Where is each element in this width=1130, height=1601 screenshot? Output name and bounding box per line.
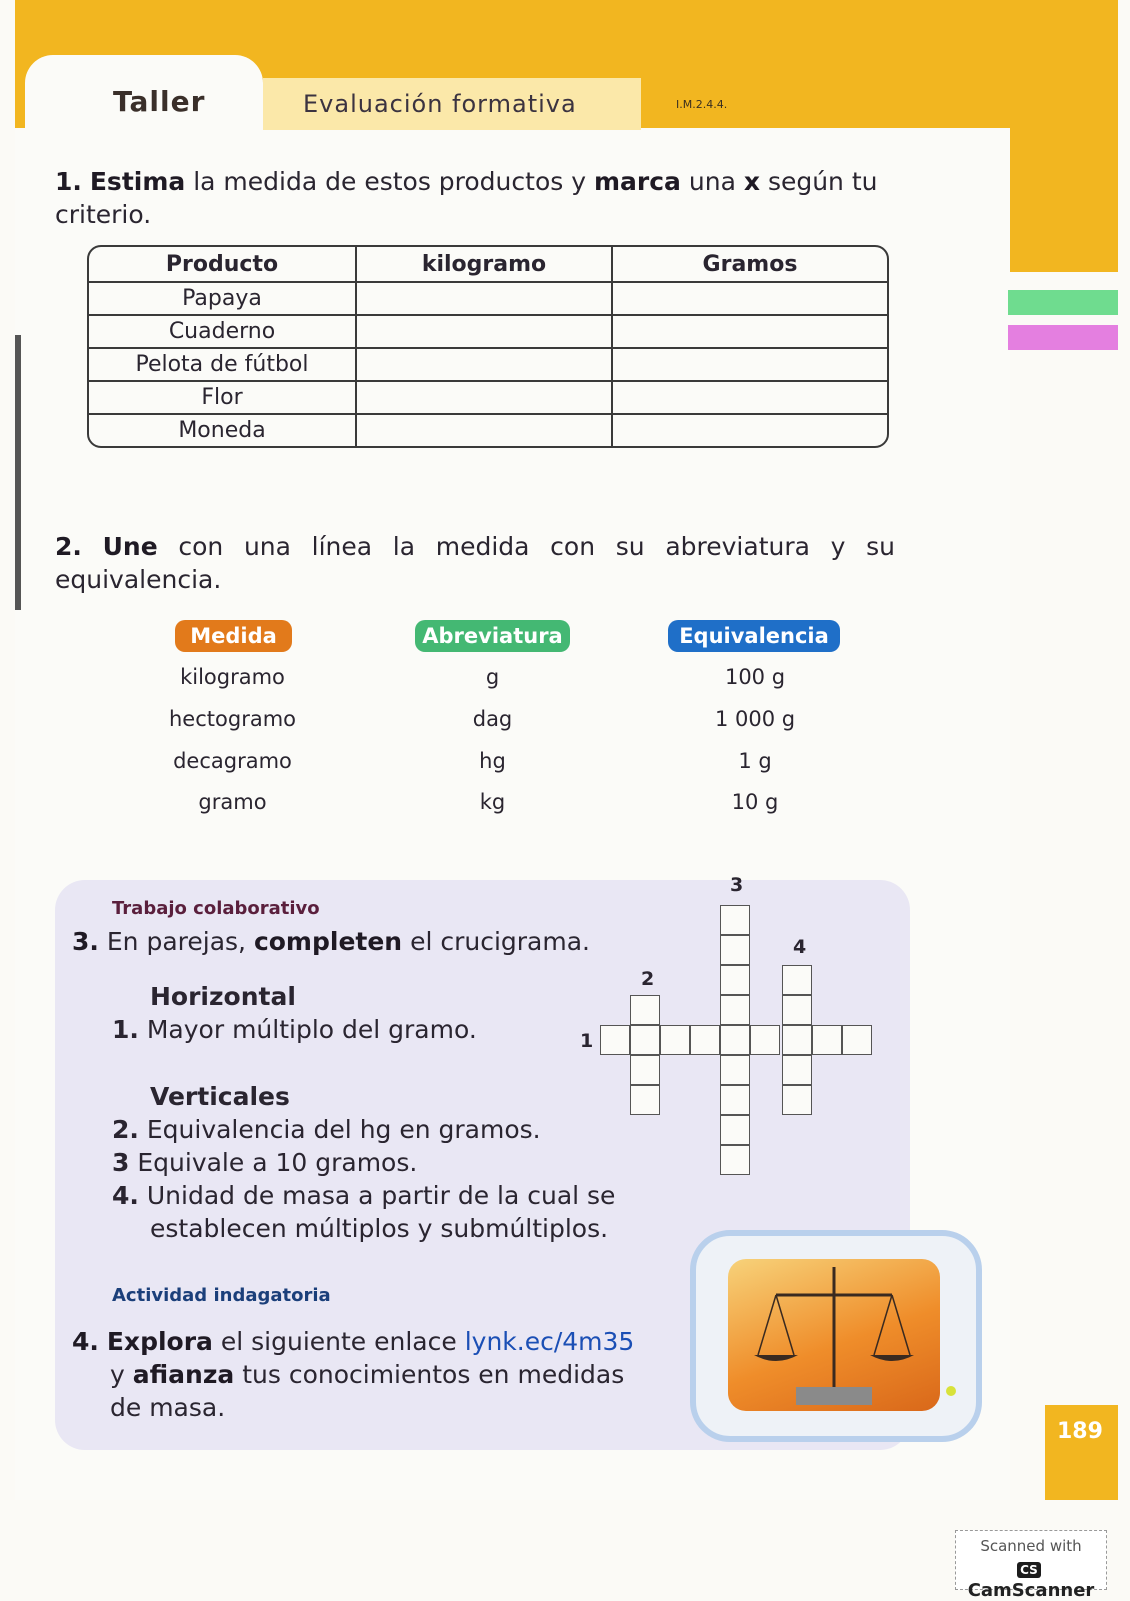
- crossword-number-3: 3: [730, 874, 744, 896]
- equivalencia-item[interactable]: 1 000 g: [714, 707, 796, 731]
- equivalencia-item[interactable]: 1 g: [738, 749, 772, 773]
- camscanner-logo: CS: [1017, 1562, 1041, 1578]
- crossword-number-2: 2: [641, 968, 655, 990]
- q3-number: 3.: [72, 927, 99, 956]
- crossword-cell[interactable]: [782, 1055, 812, 1085]
- cell-producto: Pelota de fútbol: [89, 349, 357, 382]
- cell-producto: Flor: [89, 382, 357, 415]
- page-number-box: [1045, 1405, 1118, 1500]
- cell-producto: Cuaderno: [89, 316, 357, 349]
- camscanner-watermark: [955, 1530, 1107, 1601]
- crossword-cell[interactable]: [720, 965, 750, 995]
- th-gramos: Gramos: [613, 247, 887, 283]
- abreviatura-item[interactable]: dag: [472, 707, 513, 731]
- cell-g-mark[interactable]: [613, 415, 887, 446]
- crossword-cell[interactable]: [720, 1085, 750, 1115]
- clue-v2-text: Equivalencia del hg en gramos.: [146, 1115, 541, 1144]
- clue-v3: [112, 1146, 417, 1179]
- q3-text-2: el crucigrama.: [410, 927, 590, 956]
- pink-tab-strip: [1008, 325, 1118, 350]
- question-2: [55, 530, 895, 596]
- crossword-number-4: 4: [793, 936, 807, 958]
- q3-text-1: En parejas,: [106, 927, 246, 956]
- abreviatura-item[interactable]: g: [485, 665, 500, 689]
- q1-text-3: según tu criterio.: [55, 167, 878, 229]
- medida-header: Medida: [175, 620, 292, 652]
- clue-v3-text: Equivale a 10 gramos.: [137, 1148, 418, 1177]
- table-row: [89, 349, 887, 382]
- clue-h1-text: Mayor múltiplo del gramo.: [146, 1015, 477, 1044]
- clue-h1-number: 1.: [112, 1015, 139, 1044]
- crossword-cell[interactable]: [720, 905, 750, 935]
- crossword-cell[interactable]: [630, 995, 660, 1025]
- q4-number: 4.: [72, 1327, 99, 1356]
- q1-number: 1.: [55, 167, 82, 196]
- crossword-cell[interactable]: [720, 935, 750, 965]
- cell-producto: Papaya: [89, 283, 357, 316]
- question-3: [72, 925, 590, 958]
- crossword-cell[interactable]: [782, 995, 812, 1025]
- tab-taller-label: Taller: [113, 85, 206, 118]
- equivalencia-header: Equivalencia: [668, 620, 840, 652]
- crossword-cell[interactable]: [720, 1145, 750, 1175]
- q1-text-2: una: [688, 167, 736, 196]
- q2-number: 2.: [55, 532, 82, 561]
- tab-taller: [25, 55, 263, 145]
- cell-kg-mark[interactable]: [357, 415, 613, 446]
- crossword-cell[interactable]: [782, 965, 812, 995]
- equivalencia-item[interactable]: 100 g: [724, 665, 786, 689]
- question-4: [72, 1325, 634, 1424]
- curriculum-code: I.M.2.4.4.: [676, 98, 728, 111]
- q1-bold-estima: Estima: [89, 167, 186, 196]
- page-number: 189: [1057, 1419, 1103, 1444]
- q4-line-3: de masa.: [110, 1393, 226, 1422]
- q2-text: con una línea la medida con su abreviatura y su equivalencia.: [55, 532, 895, 594]
- tablet-screen: [728, 1259, 940, 1411]
- clue-h1: [112, 1013, 477, 1046]
- table-header-row: [89, 247, 887, 283]
- q2-bold-une: Une: [102, 532, 158, 561]
- cell-kg-mark[interactable]: [357, 316, 613, 349]
- tab-evaluacion-label: Evaluación formativa: [303, 90, 577, 118]
- table-row: [89, 316, 887, 349]
- crossword-cell[interactable]: [690, 1025, 720, 1055]
- crossword-cell[interactable]: [630, 1085, 660, 1115]
- abreviatura-item[interactable]: hg: [479, 749, 506, 773]
- horizontal-title: Horizontal: [150, 982, 296, 1011]
- abreviatura-header: Abreviatura: [415, 620, 570, 652]
- cell-g-mark[interactable]: [613, 283, 887, 316]
- clue-v4: [112, 1179, 615, 1212]
- crossword-cell[interactable]: [720, 1115, 750, 1145]
- actividad-indagatoria-label: Actividad indagatoria: [112, 1285, 331, 1306]
- green-tab-strip: [1008, 290, 1118, 315]
- tab-evaluacion: [263, 78, 641, 130]
- cell-kg-mark[interactable]: [357, 283, 613, 316]
- crossword-cell[interactable]: [750, 1025, 780, 1055]
- side-band: [1010, 0, 1118, 272]
- abreviatura-item[interactable]: kg: [479, 790, 506, 814]
- crossword-cell[interactable]: [630, 1055, 660, 1085]
- estimation-table: [87, 245, 889, 448]
- clue-v4-line-2: establecen múltiplos y submúltiplos.: [150, 1214, 609, 1243]
- cell-kg-mark[interactable]: [357, 382, 613, 415]
- table-row: [89, 283, 887, 316]
- crossword-number-1: 1: [580, 1030, 594, 1052]
- camscanner-text: CamScanner: [967, 1580, 1095, 1601]
- medida-item[interactable]: decagramo: [173, 749, 292, 773]
- q4-text-2: y: [110, 1360, 125, 1389]
- q3-bold-completen: completen: [253, 927, 403, 956]
- cell-g-mark[interactable]: [613, 349, 887, 382]
- clue-v2-number: 2.: [112, 1115, 139, 1144]
- crossword-cell[interactable]: [720, 995, 750, 1025]
- clue-v3-number: 3: [112, 1148, 130, 1177]
- cell-producto: Moneda: [89, 415, 357, 446]
- scanned-with-text: Scanned with: [980, 1537, 1082, 1555]
- cell-g-mark[interactable]: [613, 382, 887, 415]
- crossword-cell[interactable]: [782, 1085, 812, 1115]
- crossword-cell[interactable]: [782, 1025, 812, 1055]
- page-edge: [15, 335, 21, 610]
- crossword-cell[interactable]: [660, 1025, 690, 1055]
- cell-g-mark[interactable]: [613, 316, 887, 349]
- crossword-cell[interactable]: [720, 1055, 750, 1085]
- medida-item[interactable]: hectogramo: [169, 707, 296, 731]
- resource-link[interactable]: lynk.ec/4m35: [464, 1327, 635, 1356]
- crossword-cell[interactable]: [720, 1025, 750, 1055]
- q4-bold-afianza: afianza: [132, 1360, 235, 1389]
- q1-bold-x: x: [743, 167, 760, 196]
- medida-item[interactable]: gramo: [198, 790, 267, 814]
- crossword-cell[interactable]: [812, 1025, 842, 1055]
- tablet-illustration: [690, 1230, 982, 1442]
- question-1: [55, 165, 895, 231]
- medida-item[interactable]: kilogramo: [180, 665, 285, 689]
- q1-bold-marca: marca: [593, 167, 681, 196]
- q4-text-1: el siguiente enlace: [220, 1327, 457, 1356]
- q1-text-1: la medida de estos productos y: [193, 167, 587, 196]
- clue-v4-text-1: Unidad de masa a partir de la cual se: [146, 1181, 616, 1210]
- q4-bold-explora: Explora: [106, 1327, 213, 1356]
- table-row: [89, 382, 887, 415]
- tablet-led: [946, 1386, 956, 1396]
- crossword-cell[interactable]: [630, 1025, 660, 1055]
- verticales-title: Verticales: [150, 1082, 290, 1111]
- cell-kg-mark[interactable]: [357, 349, 613, 382]
- crossword-cell[interactable]: [600, 1025, 630, 1055]
- table-row: [89, 415, 887, 446]
- th-kilogramo: kilogramo: [357, 247, 613, 283]
- trabajo-colaborativo-label: Trabajo colaborativo: [112, 898, 320, 919]
- clue-v2: [112, 1113, 541, 1146]
- clue-v4-number: 4.: [112, 1181, 139, 1210]
- crossword-cell[interactable]: [842, 1025, 872, 1055]
- th-producto: Producto: [89, 247, 357, 283]
- equivalencia-item[interactable]: 10 g: [731, 790, 779, 814]
- q4-text-3: tus conocimientos en medidas: [242, 1360, 625, 1389]
- balance-scale-icon: [728, 1259, 940, 1411]
